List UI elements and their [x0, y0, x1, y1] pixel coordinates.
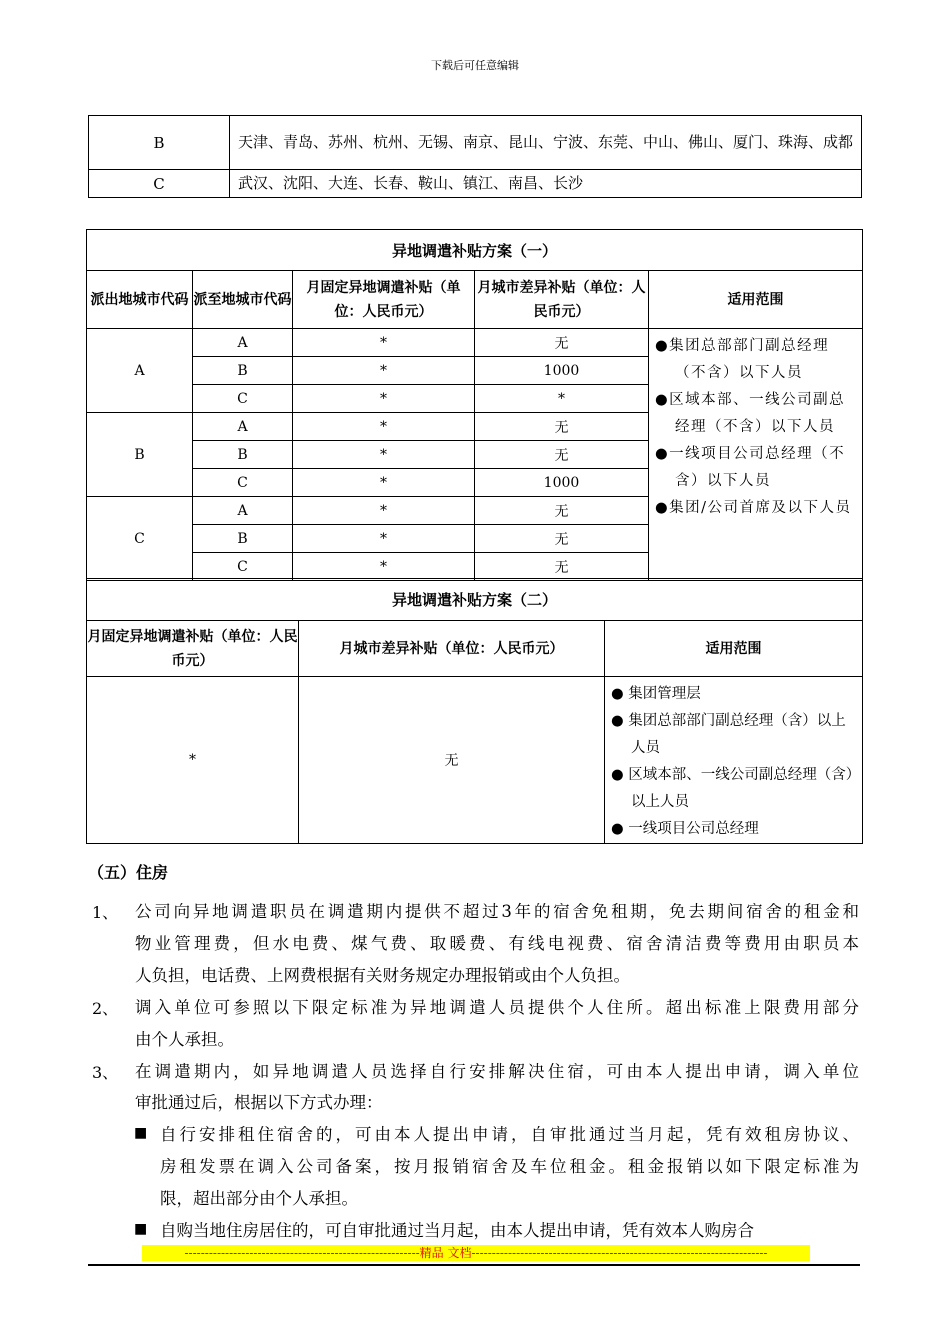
text-line: 在调遣期内，如异地调遣人员选择自行安排解决住宿，可由本人提出申请，调入单位	[135, 1062, 859, 1081]
diff-value: 无	[475, 413, 649, 441]
list-number: 2、	[92, 999, 119, 1018]
diff-value: 无	[475, 329, 649, 357]
text-line: 房租发票在调入公司备案，按月报销宿舍及车位租金。租金报销以如下限定标准为	[160, 1157, 859, 1176]
table-row	[89, 170, 862, 198]
plan1-title: 异地调遣补贴方案（一）	[87, 230, 863, 271]
footer-banner: ----------------------------------------------------------精品 文档-------------------------------------------------------------------------	[142, 1245, 810, 1261]
to-code: A	[193, 413, 293, 441]
text-line: 自行安排租住宿舍的，可由本人提出申请，自审批通过当月起，凭有效租房协议、	[160, 1125, 859, 1144]
from-code: B	[87, 413, 193, 497]
to-code: C	[193, 469, 293, 497]
scope-item: ●集团总部部门副总经理（不含）以下人员	[655, 338, 830, 381]
text-line: 公司向异地调遣职员在调遣期内提供不超过3年的宿舍免租期，免去期间宿舍的租金和	[135, 902, 859, 921]
fixed-value: *	[293, 329, 475, 357]
text-line: 调入单位可参照以下限定标准为异地调遣人员提供个人住所。超出标准上限费用部分	[135, 998, 859, 1017]
fixed-value: *	[293, 385, 475, 413]
text-line: 限，超出部分由个人承担。	[160, 1189, 358, 1208]
table-row	[87, 329, 863, 357]
scope-item: ●区域本部、一线公司副总经理（不含）以下人员	[655, 392, 846, 435]
to-code: B	[193, 357, 293, 385]
fixed-value: *	[293, 525, 475, 553]
scope-list	[605, 677, 863, 844]
plan2-table	[86, 578, 863, 844]
from-code: A	[87, 329, 193, 413]
city-code: C	[89, 170, 230, 198]
plan1-table	[86, 229, 863, 581]
scope-item: ● 区域本部、一线公司副总经理（含）以上人员	[611, 767, 854, 810]
fixed-value: *	[293, 413, 475, 441]
text-line: 物业管理费，但水电费、煤气费、取暖费、有线电视费、宿舍清洁费等费用由职员本	[135, 934, 859, 953]
square-bullet-icon: ■	[134, 1221, 148, 1237]
diff-value: 无	[475, 497, 649, 525]
list-number: 1、	[92, 903, 119, 922]
to-code: B	[193, 525, 293, 553]
diff-value: 无	[299, 677, 605, 844]
to-code: B	[193, 441, 293, 469]
header-city-diff: 月城市差异补贴（单位：人民币元）	[475, 271, 649, 329]
table-row	[89, 116, 862, 170]
text-line: 审批通过后，根据以下方式办理：	[135, 1093, 383, 1112]
fixed-value: *	[87, 677, 299, 844]
scope-item: ● 一线项目公司总经理	[611, 821, 759, 837]
header-to-code: 派至地城市代码	[193, 271, 293, 329]
header-scope: 适用范围	[605, 621, 863, 677]
scope-item: ● 集团总部部门副总经理（含）以上人员	[611, 713, 846, 756]
diff-value: *	[475, 385, 649, 413]
text-line: 人负担，电话费、上网费根据有关财务规定办理报销或由个人负担。	[135, 966, 630, 985]
diff-value: 无	[475, 525, 649, 553]
fixed-value: *	[293, 441, 475, 469]
plan2-title: 异地调遣补贴方案（二）	[87, 579, 863, 621]
from-code: C	[87, 497, 193, 581]
fixed-value: *	[293, 497, 475, 525]
section-heading: （五）住房	[88, 863, 169, 882]
scope-list	[649, 329, 863, 581]
to-code: C	[193, 385, 293, 413]
diff-value: 1000	[475, 357, 649, 385]
header-fixed-allowance: 月固定异地调遣补贴（单位：人民币元）	[293, 271, 475, 329]
page-header: 下载后可任意编辑	[431, 59, 519, 72]
header-scope: 适用范围	[649, 271, 863, 329]
fixed-value: *	[293, 469, 475, 497]
to-code: C	[193, 553, 293, 581]
scope-item: ●一线项目公司总经理（不含）以下人员	[655, 446, 846, 489]
city-code-table	[88, 115, 862, 198]
header-city-diff: 月城市差异补贴（单位：人民币元）	[299, 621, 605, 677]
text-line: 由个人承担。	[135, 1030, 234, 1049]
fixed-value: *	[293, 553, 475, 581]
diff-value: 无	[475, 441, 649, 469]
list-number: 3、	[92, 1063, 119, 1082]
to-code: A	[193, 497, 293, 525]
header-from-code: 派出地城市代码	[87, 271, 193, 329]
scope-item: ● 集团管理层	[611, 686, 701, 702]
city-list: 天津、青岛、苏州、杭州、无锡、南京、昆山、宁波、东莞、中山、佛山、厦门、珠海、成都	[230, 116, 862, 170]
scope-item: ●集团/公司首席及以下人员	[655, 500, 852, 516]
city-list: 武汉、沈阳、大连、长春、鞍山、镇江、南昌、长沙	[230, 170, 862, 198]
fixed-value: *	[293, 357, 475, 385]
to-code: A	[193, 329, 293, 357]
text-line: 自购当地住房居住的，可自审批通过当月起，由本人提出申请，凭有效本人购房合	[160, 1221, 754, 1240]
city-code: B	[89, 116, 230, 170]
footer-rule	[88, 1264, 860, 1266]
square-bullet-icon: ■	[134, 1125, 148, 1141]
diff-value: 1000	[475, 469, 649, 497]
diff-value: 无	[475, 553, 649, 581]
header-fixed-allowance: 月固定异地调遣补贴（单位：人民币元）	[87, 621, 299, 677]
